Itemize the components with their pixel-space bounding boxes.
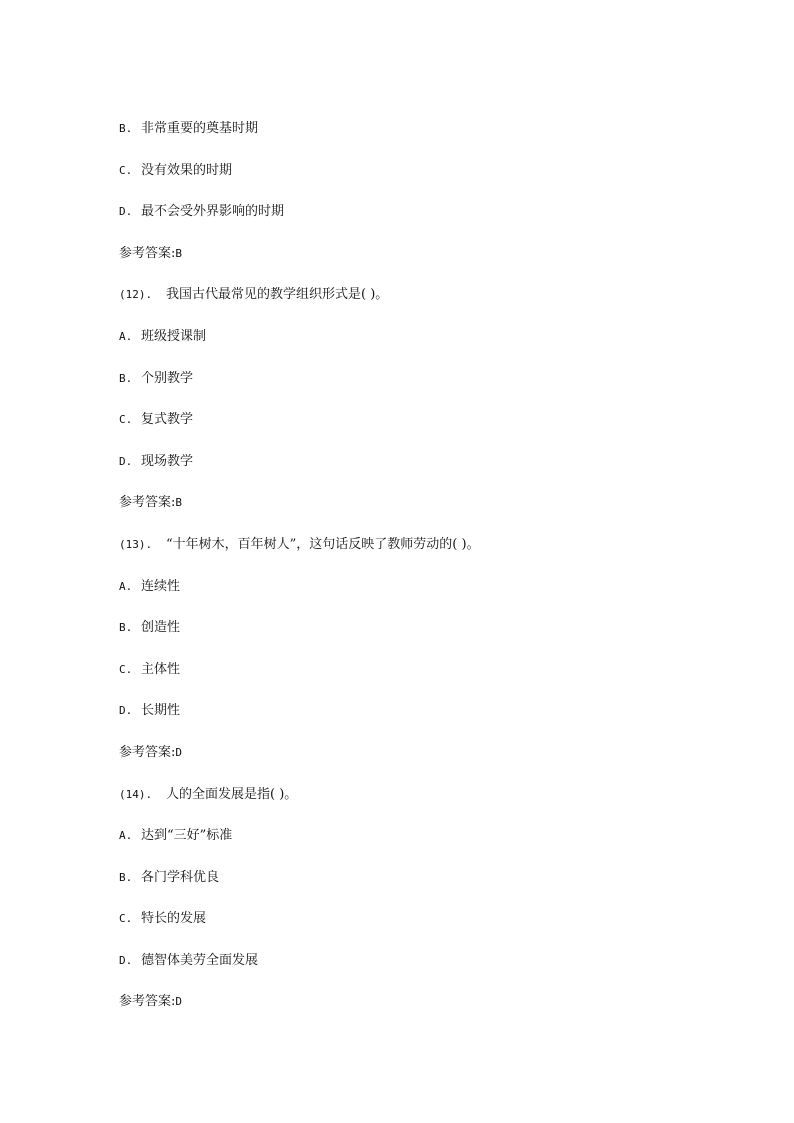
option-line (119, 702, 719, 744)
option-text: 特长的发展 (141, 911, 207, 927)
option-text: 长期性 (141, 703, 181, 719)
question-text: 人的全面发展是指( )。 (166, 786, 298, 802)
option-line (119, 328, 719, 370)
question-text: 我国古代最常见的教学组织形式是( )。 (166, 287, 389, 303)
answer-line (119, 494, 719, 536)
answer-value: B (175, 246, 183, 260)
option-letter: A. (119, 329, 133, 343)
answer-label: 参考答案: (119, 744, 176, 760)
question-number: (12). (119, 288, 153, 302)
option-line (119, 370, 719, 412)
question-list (119, 120, 719, 1035)
answer-line (119, 744, 719, 786)
option-text: 创造性 (141, 620, 181, 636)
option-text: 达到“三好”标准 (141, 828, 233, 844)
option-text: 主体性 (141, 661, 181, 677)
option-letter: A. (119, 579, 133, 593)
option-letter: B. (119, 870, 133, 884)
question-number: (14). (119, 787, 153, 801)
answer-line (119, 245, 719, 287)
option-text: 德智体美劳全面发展 (141, 952, 259, 968)
answer-label: 参考答案: (119, 495, 176, 511)
option-letter: C. (119, 912, 133, 926)
option-text: 各门学科优良 (141, 869, 220, 885)
option-letter: D. (119, 454, 133, 468)
answer-value: D (175, 995, 183, 1009)
option-line (119, 827, 719, 869)
answer-value: D (175, 745, 183, 759)
option-line (119, 162, 719, 204)
option-letter: B. (119, 122, 133, 135)
option-text: 连续性 (141, 578, 181, 594)
option-letter: B. (119, 371, 133, 385)
option-letter: A. (119, 829, 133, 843)
option-text: 班级授课制 (141, 328, 207, 344)
option-letter: C. (119, 662, 133, 676)
option-text: 现场教学 (141, 453, 194, 469)
option-line (119, 203, 719, 245)
option-text: 复式教学 (141, 412, 194, 428)
option-line (119, 910, 719, 952)
question-line (119, 286, 719, 328)
option-letter: D. (119, 953, 133, 967)
option-line (119, 952, 719, 994)
option-line (119, 120, 719, 162)
answer-value: B (175, 496, 183, 510)
option-line (119, 619, 719, 661)
option-line (119, 869, 719, 911)
option-text: 没有效果的时期 (141, 162, 233, 178)
question-line (119, 536, 719, 578)
option-text: 最不会受外界影响的时期 (141, 204, 285, 220)
option-line (119, 453, 719, 495)
option-letter: C. (119, 413, 133, 427)
option-line (119, 661, 719, 703)
option-text: 非常重要的奠基时期 (141, 121, 259, 136)
question-line (119, 786, 719, 828)
option-letter: D. (119, 205, 133, 219)
option-letter: C. (119, 163, 133, 177)
option-letter: D. (119, 704, 133, 718)
option-text: 个别教学 (141, 370, 194, 386)
question-number: (13). (119, 537, 153, 551)
answer-line (119, 993, 719, 1035)
answer-label: 参考答案: (119, 994, 176, 1010)
answer-label: 参考答案: (119, 245, 176, 261)
option-letter: B. (119, 621, 133, 635)
question-text: “十年树木，百年树人”，这句话反映了教师劳动的( )。 (166, 536, 480, 552)
option-line (119, 411, 719, 453)
option-line (119, 578, 719, 620)
